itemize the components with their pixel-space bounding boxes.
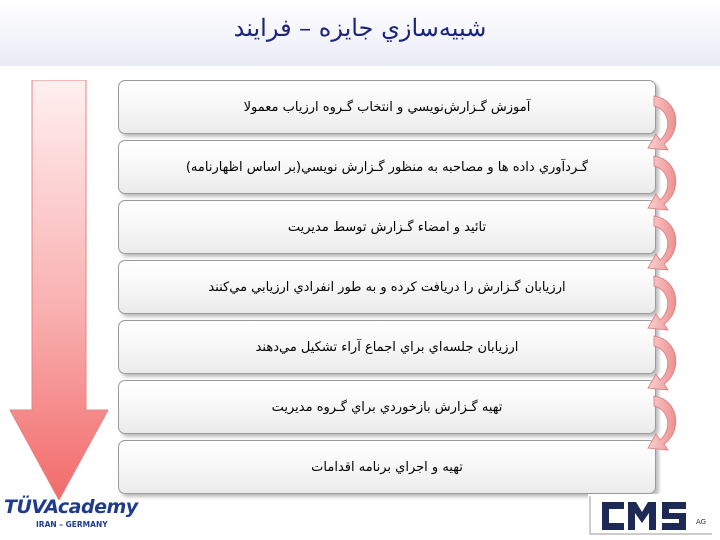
process-step-label: گـردآوري داده ها و مصاحبه به منظور گـزارش نويسي(بر اساس اظهارنامه)	[185, 159, 589, 175]
process-step	[118, 320, 656, 374]
tuv-logo-text: TÜVAcademy	[4, 496, 138, 518]
curved-arrow-icon	[648, 396, 676, 450]
down-arrow-icon	[8, 80, 108, 500]
curved-arrow-icon	[648, 96, 676, 150]
process-step	[118, 200, 656, 254]
process-step-label: ارزيابان گـزارش را دريافت كرده و به طور انفرادي ارزيابي مي‌كنند	[208, 279, 566, 295]
tuv-academy-logo	[4, 496, 144, 536]
process-step	[118, 80, 656, 134]
curved-arrow-icon	[648, 156, 676, 210]
curved-arrow-icon	[648, 276, 676, 330]
process-step-label: ارزيابان جلسه‌اي براي اجماع آراء تشكيل مي‌دهند	[255, 339, 519, 355]
tuv-logo-subtitle: IRAN – GERMANY	[36, 520, 108, 529]
process-step	[118, 140, 656, 194]
process-step-label: تائيد و امضاء گـزارش توسط مديريت	[287, 219, 487, 235]
cms-logo-suffix: AG	[696, 518, 707, 526]
curved-arrow-icon	[648, 336, 676, 390]
process-step-label: آموزش گـزارش‌نويسي و انتخاب گـروه ارزياب معمولا	[243, 99, 531, 115]
process-step-label: تهيه و اجراي برنامه اقدامات	[311, 459, 463, 475]
process-step-label: تهيه گـزارش بازخوردي براي گـروه مديريت	[271, 399, 503, 415]
curved-arrow-icon	[648, 216, 676, 270]
process-step	[118, 260, 656, 314]
step-connectors	[640, 90, 690, 470]
process-step	[118, 440, 656, 494]
cms-logo	[588, 494, 716, 538]
process-step	[118, 380, 656, 434]
slide-title: شبيه‌سازي جايزه – فرايند	[233, 14, 487, 42]
